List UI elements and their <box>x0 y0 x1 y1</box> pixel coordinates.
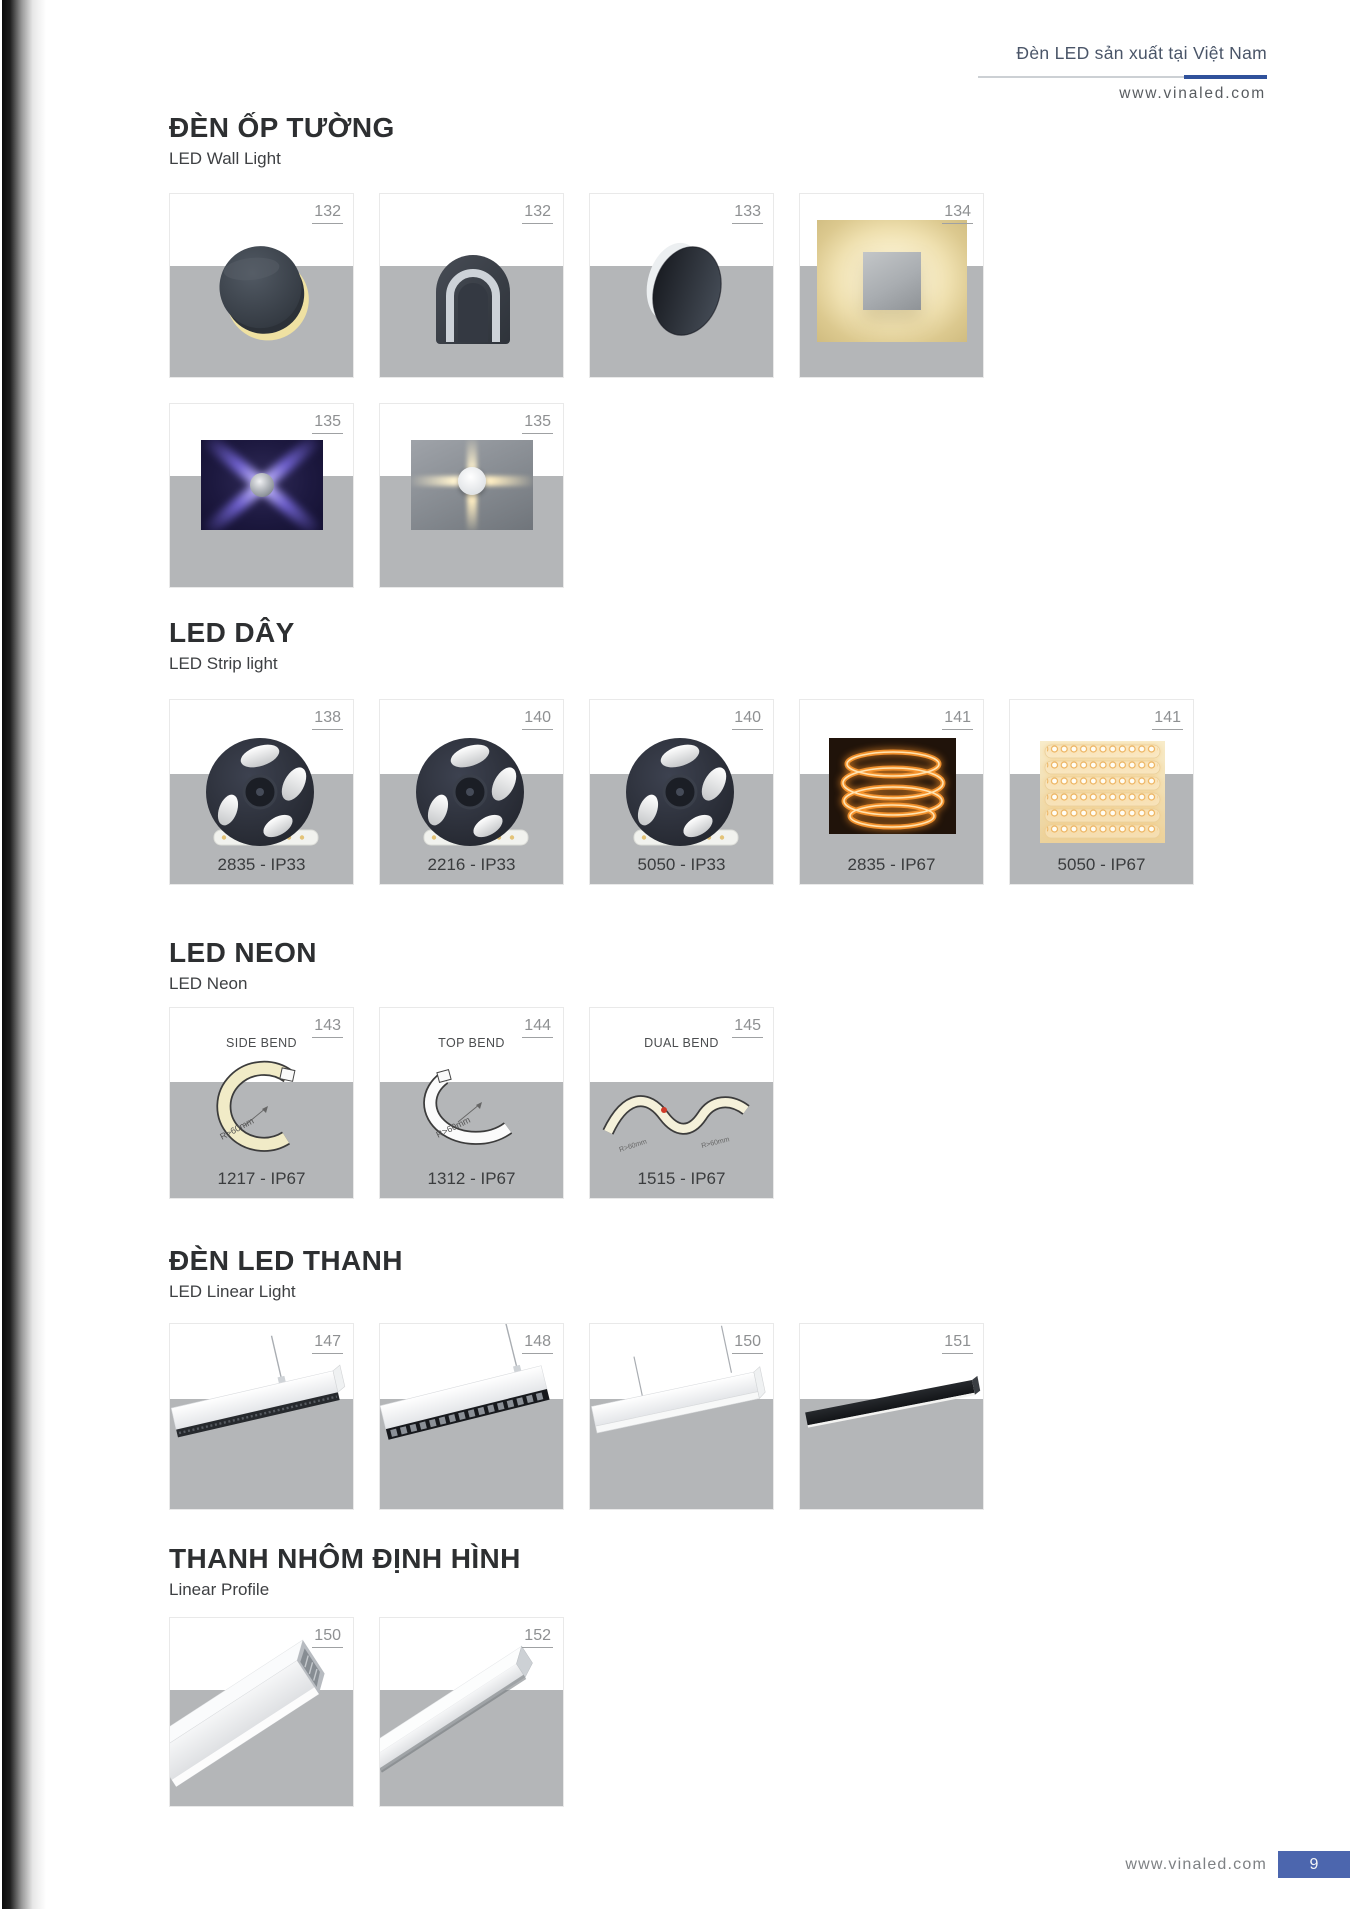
product-card <box>169 1617 354 1807</box>
product-card <box>169 699 354 885</box>
bend-type-caption: TOP BEND <box>438 1036 505 1050</box>
product-card <box>169 193 354 378</box>
page-ref-link[interactable]: 140 <box>732 709 763 730</box>
product-label: 1312 - IP67 <box>427 1169 516 1188</box>
page-ref-link[interactable]: 148 <box>522 1333 553 1354</box>
page-ref-link[interactable]: 141 <box>1152 709 1183 730</box>
product-card <box>169 1007 354 1199</box>
lit-strip-photo <box>1040 741 1165 843</box>
product-label: 1515 - IP67 <box>637 1169 726 1188</box>
product-card <box>589 193 774 378</box>
page-ref-link[interactable]: 141 <box>942 709 973 730</box>
page-ref-link[interactable]: 145 <box>732 1017 763 1038</box>
section-subtitle-wall: LED Wall Light <box>169 149 281 168</box>
section-title-wall: ĐÈN ỐP TƯỜNG <box>169 112 395 143</box>
page-ref-link[interactable]: 147 <box>312 1333 343 1354</box>
warm-beam-photo <box>411 440 533 530</box>
page-spine-gradient <box>2 0 46 1909</box>
section-title-profile: THANH NHÔM ĐỊNH HÌNH <box>169 1543 521 1574</box>
purple-beam-photo <box>201 440 323 530</box>
section-subtitle-profile: Linear Profile <box>169 1580 270 1599</box>
lit-strip-photo <box>829 738 956 834</box>
header-website-link[interactable]: www.vinaled.com <box>1119 85 1266 102</box>
section-head-linear <box>169 1245 403 1302</box>
square-fixture <box>863 252 921 310</box>
bend-type-caption: SIDE BEND <box>226 1036 297 1050</box>
section-subtitle-strip: LED Strip light <box>169 654 278 673</box>
radius-annotation: R>60mm <box>218 1115 256 1142</box>
section-subtitle-neon: LED Neon <box>169 974 248 993</box>
header-rule-accent <box>1184 75 1267 79</box>
page-ref-link[interactable]: 132 <box>522 203 553 224</box>
radius-annotation: R>60mm <box>618 1138 648 1154</box>
page-ref-link[interactable]: 150 <box>312 1627 343 1648</box>
product-card <box>799 699 984 885</box>
product-card <box>169 1323 354 1510</box>
product-label: 1217 - IP67 <box>217 1169 306 1188</box>
product-card <box>379 1617 564 1807</box>
section-head-strip <box>169 617 295 674</box>
footer-website-link[interactable]: www.vinaled.com <box>1125 1856 1267 1873</box>
page-ref-link[interactable]: 135 <box>312 413 343 434</box>
product-label: 2216 - IP33 <box>427 855 516 874</box>
header <box>1016 43 1267 64</box>
product-label: 2835 - IP67 <box>847 855 936 874</box>
radius-annotation: R>60mm <box>434 1114 472 1140</box>
product-card <box>589 1007 774 1199</box>
section-subtitle-linear: LED Linear Light <box>169 1282 296 1301</box>
page-ref-link[interactable]: 133 <box>732 203 763 224</box>
product-card <box>379 1007 564 1199</box>
page-ref-link[interactable]: 132 <box>312 203 343 224</box>
section-head-profile <box>169 1543 521 1600</box>
page-ref-link[interactable]: 144 <box>522 1017 553 1038</box>
product-card <box>379 699 564 885</box>
product-card <box>589 1323 774 1510</box>
chrome-fixture <box>250 473 274 497</box>
bend-type-caption: DUAL BEND <box>644 1036 719 1050</box>
product-card <box>379 193 564 378</box>
page-ref-link[interactable]: 151 <box>942 1333 973 1354</box>
page-ref-link[interactable]: 143 <box>312 1017 343 1038</box>
page-ref-link[interactable]: 150 <box>732 1333 763 1354</box>
page-ref-link[interactable]: 135 <box>522 413 553 434</box>
round-fixture <box>458 467 486 495</box>
product-card <box>589 699 774 885</box>
section-title-neon: LED NEON <box>169 937 317 968</box>
section-head-wall <box>169 112 395 169</box>
product-label: 2835 - IP33 <box>217 855 306 874</box>
page-ref-link[interactable]: 152 <box>522 1627 553 1648</box>
page-ref-link[interactable]: 138 <box>312 709 343 730</box>
page-number-badge <box>1278 1851 1350 1878</box>
page-ref-link[interactable]: 140 <box>522 709 553 730</box>
section-head-neon <box>169 937 317 994</box>
header-tagline: Đèn LED sản xuất tại Việt Nam <box>1016 43 1267 63</box>
glow-photo <box>817 220 967 342</box>
section-title-linear: ĐÈN LED THANH <box>169 1245 403 1276</box>
section-title-strip: LED DÂY <box>169 617 295 648</box>
radius-annotation: R>60mm <box>700 1136 731 1150</box>
page-ref-link[interactable]: 134 <box>942 203 973 224</box>
product-card <box>169 403 354 588</box>
page-number: 9 <box>1309 1855 1319 1873</box>
product-card <box>799 193 984 378</box>
product-label: 5050 - IP33 <box>637 855 726 874</box>
product-card <box>379 1323 564 1510</box>
product-card <box>799 1323 984 1510</box>
product-card <box>379 403 564 588</box>
product-label: 5050 - IP67 <box>1057 855 1146 874</box>
product-card <box>1009 699 1194 885</box>
